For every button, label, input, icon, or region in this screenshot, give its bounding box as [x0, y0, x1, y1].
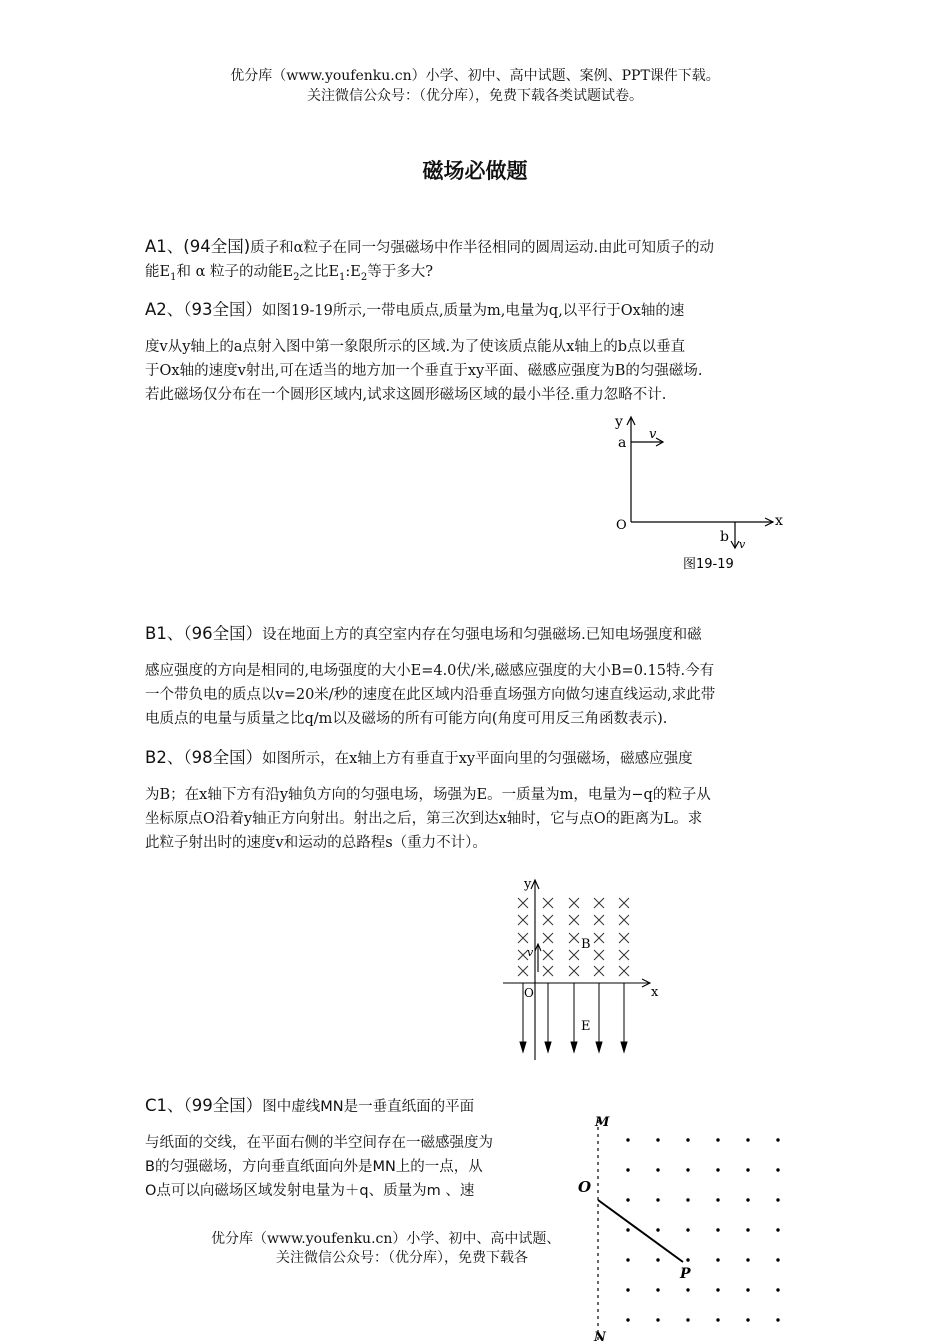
field-dot: [746, 1288, 749, 1291]
field-dot: [656, 1318, 659, 1321]
field-dot: [626, 1258, 629, 1261]
field-cross-mark: [543, 950, 553, 960]
figure-b2-field: [495, 872, 670, 1067]
field-arrowhead: [571, 1042, 577, 1052]
field-dot: [656, 1168, 659, 1171]
field-cross-mark: [518, 933, 528, 943]
question-text-line: 度v从y轴上的a点射入图中第一象限所示的区域.为了使该质点能从x轴上的b点以垂直: [145, 339, 686, 355]
field-dot: [776, 1258, 779, 1261]
field-dot: [686, 1288, 689, 1291]
field-cross-mark: [619, 898, 629, 908]
field-cross-mark: [543, 933, 553, 943]
question-label: A1、(94全国): [145, 237, 251, 256]
y-axis-label: y: [615, 414, 623, 430]
field-cross-mark: [619, 950, 629, 960]
field-dot: [716, 1168, 719, 1171]
field-dot: [716, 1258, 719, 1261]
question-a2: [145, 298, 805, 407]
y-axis-label: y: [524, 877, 532, 892]
field-cross-mark: [619, 915, 629, 925]
field-dot: [656, 1288, 659, 1291]
field-dot: [686, 1198, 689, 1201]
field-dot: [626, 1168, 629, 1171]
question-text-line: 于Ox轴的速度v射出,可在适当的地方加一个垂直于xy平面、磁感应强度为B的匀强磁场.: [145, 363, 703, 379]
question-b1: [145, 622, 805, 731]
velocity-label-a: v: [649, 427, 657, 442]
field-cross-mark: [569, 915, 579, 925]
question-text: 设在地面上方的真空室内存在匀强电场和匀强磁场.已知电场强度和磁: [262, 627, 702, 643]
field-dot: [776, 1168, 779, 1171]
field-cross-mark: [569, 966, 579, 976]
field-dot: [746, 1258, 749, 1261]
question-text: 如图19-19所示,一带电质点,质量为m,电量为q,以平行于Ox轴的速: [262, 303, 685, 319]
field-cross-mark: [543, 915, 553, 925]
origin-label: O: [524, 986, 534, 1000]
page-title: 磁场必做题: [422, 159, 528, 183]
field-dot: [746, 1138, 749, 1141]
field-dot: [686, 1228, 689, 1231]
field-dot: [716, 1318, 719, 1321]
field-dot: [776, 1228, 779, 1231]
question-a1: [145, 235, 805, 290]
point-m-label: M: [595, 1115, 610, 1130]
question-text-line: 能$E_1$和 α 粒子的动能$E_2$之比$E_1:E_2$等于多大?: [145, 264, 434, 283]
field-dot: [686, 1138, 689, 1141]
field-cross-mark: [518, 915, 528, 925]
field-cross-mark: [594, 950, 604, 960]
field-cross-mark: [569, 898, 579, 908]
electric-field-lines: [520, 983, 627, 1052]
field-dot: [746, 1198, 749, 1201]
question-b2: [145, 746, 805, 855]
question-label: B1、（96全国）: [145, 624, 263, 643]
field-cross-mark: [594, 915, 604, 925]
question-text-line: 电质点的电量与质量之比q/m以及磁场的所有可能方向(角度可用反三角函数表示).: [145, 711, 668, 727]
question-text-line: 感应强度的方向是相同的,电场强度的大小E=4.0伏/米,磁感应强度的大小B=0.15特.今有: [145, 663, 715, 679]
field-arrowhead: [621, 1042, 627, 1052]
field-dot: [746, 1228, 749, 1231]
velocity-label: v: [527, 946, 534, 959]
field-dot: [776, 1198, 779, 1201]
x-axis-label: x: [651, 985, 659, 1000]
field-dot: [626, 1318, 629, 1321]
field-cross-mark: [569, 950, 579, 960]
question-text-line: 若此磁场仅分布在一个圆形区域内,试求这圆形磁场区域的最小半径.重力忽略不计.: [145, 387, 667, 403]
question-text-line: B的匀强磁场，方向垂直纸面向外是MN上的一点，从: [145, 1159, 483, 1175]
point-b-label: b: [720, 529, 729, 545]
field-dot: [656, 1258, 659, 1261]
velocity-label-b: v: [739, 538, 746, 551]
field-dot: [686, 1318, 689, 1321]
footer-line-2: 关注微信公众号：（优分库），免费下载各: [276, 1250, 528, 1266]
field-dot: [686, 1258, 689, 1261]
field-dot: [656, 1198, 659, 1201]
field-e-label: E: [581, 1019, 591, 1034]
question-text-line: 此粒子射出时的速度v和运动的总路程s（重力不计）。: [145, 835, 487, 851]
field-arrowhead: [520, 1042, 526, 1052]
question-c1: [145, 1094, 565, 1203]
field-dot: [626, 1288, 629, 1291]
origin-label: O: [616, 518, 627, 533]
field-dot: [716, 1138, 719, 1141]
x-axis-label: x: [775, 513, 783, 529]
point-p-label: P: [680, 1266, 691, 1282]
field-cross-mark: [543, 898, 553, 908]
field-cross-mark: [518, 898, 528, 908]
field-cross-mark: [543, 966, 553, 976]
field-dot: [626, 1228, 629, 1231]
question-label: C1、（99全国）: [145, 1096, 263, 1115]
field-dot: [776, 1138, 779, 1141]
field-cross-mark: [569, 933, 579, 943]
footer-line-1: 优分库（www.youfenku.cn）小学、初中、高中试题、: [211, 1231, 561, 1247]
question-text-line: 为B；在x轴下方有沿y轴负方向的匀强电场，场强为E。一质量为m，电量为−q的粒子从: [145, 787, 711, 803]
field-cross-mark: [518, 966, 528, 976]
field-dot: [686, 1168, 689, 1171]
field-dot: [626, 1138, 629, 1141]
figure-c1-mn-field: [570, 1108, 790, 1344]
field-cross-mark: [619, 933, 629, 943]
point-n-label: N: [594, 1330, 606, 1344]
point-a-label: a: [618, 435, 627, 451]
figure-caption: 图19-19: [683, 557, 734, 572]
field-cross-mark: [594, 966, 604, 976]
field-dot: [716, 1198, 719, 1201]
question-text: 质子和α粒子在同一匀强磁场中作半径相同的圆周运动.由此可知质子的动: [250, 240, 715, 256]
field-cross-mark: [594, 933, 604, 943]
field-arrowhead: [596, 1042, 602, 1052]
field-dot: [656, 1228, 659, 1231]
field-arrowhead: [545, 1042, 551, 1052]
field-cross-mark: [619, 966, 629, 976]
field-dot: [716, 1228, 719, 1231]
field-dot: [776, 1288, 779, 1291]
figure-19-19: [605, 410, 800, 580]
field-dot: [626, 1198, 629, 1201]
question-text-line: 与纸面的交线，在平面右侧的半空间存在一磁感强度为: [145, 1135, 493, 1151]
field-cross-mark: [594, 898, 604, 908]
question-text: 如图所示，在x轴上方有垂直于xy平面向里的匀强磁场，磁感应强度: [262, 751, 693, 767]
header-line-1: 优分库（www.youfenku.cn）小学、初中、高中试题、案例、PPT课件下载。: [230, 68, 720, 84]
question-text-line: 坐标原点O沿着y轴正方向射出。射出之后，第三次到达x轴时，它与点O的距离为L。求: [145, 811, 703, 827]
field-dot: [776, 1318, 779, 1321]
field-b-label: B: [581, 937, 591, 952]
question-text-line: O点可以向磁场区域发射电量为＋q、质量为m 、速: [145, 1183, 475, 1199]
field-dot: [746, 1168, 749, 1171]
question-label: B2、（98全国）: [145, 748, 263, 767]
field-dot: [656, 1138, 659, 1141]
point-o-label: O: [578, 1178, 592, 1196]
field-dot: [746, 1318, 749, 1321]
header-line-2: 关注微信公众号：（优分库），免费下载各类试题试卷。: [307, 88, 643, 104]
field-dot: [716, 1288, 719, 1291]
question-text-line: 一个带负电的质点以v=20米/秒的速度在此区域内沿垂直场强方向做匀速直线运动,求此带: [145, 687, 716, 703]
question-text: 图中虚线MN是一垂直纸面的平面: [262, 1099, 475, 1115]
question-label: A2、（93全国）: [145, 300, 263, 319]
